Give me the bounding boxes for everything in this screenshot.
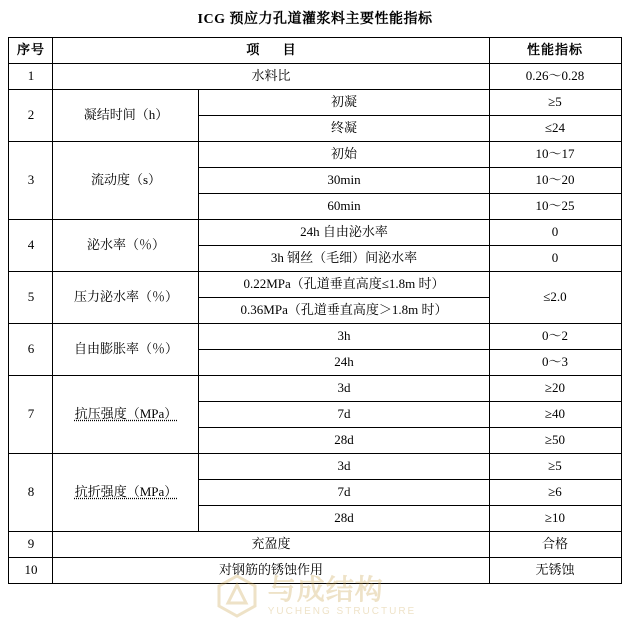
row-detail: 24h bbox=[199, 350, 489, 376]
row-item: 凝结时间（h） bbox=[53, 90, 199, 142]
row-detail: 7d bbox=[199, 480, 489, 506]
row-item bbox=[53, 454, 199, 532]
row-detail: 初凝 bbox=[199, 90, 489, 116]
row-item-label: 抗折强度（MPa） bbox=[74, 484, 178, 500]
row-no: 8 bbox=[9, 454, 53, 532]
row-value: ≥20 bbox=[489, 376, 621, 402]
row-value: ≥50 bbox=[489, 428, 621, 454]
table-row bbox=[9, 532, 621, 558]
table-row bbox=[9, 220, 621, 246]
row-detail: 30min bbox=[199, 168, 489, 194]
row-detail: 24h 自由泌水率 bbox=[199, 220, 489, 246]
row-item: 流动度（s） bbox=[53, 142, 199, 220]
table-header-row bbox=[9, 38, 621, 64]
row-value: 10～25 bbox=[489, 194, 621, 220]
row-value: 0 bbox=[489, 220, 621, 246]
table-row bbox=[9, 90, 621, 116]
row-value: 10～20 bbox=[489, 168, 621, 194]
row-item: 对钢筋的锈蚀作用 bbox=[53, 558, 489, 584]
row-detail: 0.22MPa（孔道垂直高度≤1.8m 时） bbox=[199, 272, 489, 298]
header-item: 项 目 bbox=[53, 38, 489, 64]
table-row bbox=[9, 558, 621, 584]
row-detail: 3d bbox=[199, 454, 489, 480]
table-row bbox=[9, 376, 621, 402]
row-detail: 3h bbox=[199, 324, 489, 350]
row-value: 0 bbox=[489, 246, 621, 272]
row-no: 4 bbox=[9, 220, 53, 272]
header-no: 序号 bbox=[9, 38, 53, 64]
header-value: 性能指标 bbox=[489, 38, 621, 64]
table-row bbox=[9, 454, 621, 480]
row-value: ≤24 bbox=[489, 116, 621, 142]
row-value: ≤2.0 bbox=[489, 272, 621, 324]
row-detail: 3d bbox=[199, 376, 489, 402]
row-detail: 7d bbox=[199, 402, 489, 428]
row-no: 5 bbox=[9, 272, 53, 324]
row-value: 0～3 bbox=[489, 350, 621, 376]
row-item: 水料比 bbox=[53, 64, 489, 90]
row-no: 1 bbox=[9, 64, 53, 90]
row-value: ≥40 bbox=[489, 402, 621, 428]
row-no: 9 bbox=[9, 532, 53, 558]
row-value: ≥10 bbox=[489, 506, 621, 532]
row-value: ≥5 bbox=[489, 90, 621, 116]
row-item: 泌水率（％） bbox=[53, 220, 199, 272]
page-title: ICG 预应力孔道灌浆料主要性能指标 bbox=[197, 12, 433, 27]
row-detail: 终凝 bbox=[199, 116, 489, 142]
row-detail: 60min bbox=[199, 194, 489, 220]
table-row bbox=[9, 272, 621, 298]
row-detail: 3h 钢丝（毛细）间泌水率 bbox=[199, 246, 489, 272]
row-no: 2 bbox=[9, 90, 53, 142]
row-item: 压力泌水率（％） bbox=[53, 272, 199, 324]
watermark-cn: 与成结构 bbox=[267, 573, 384, 605]
row-value: 0.26～0.28 bbox=[489, 64, 621, 90]
table-row bbox=[9, 64, 621, 90]
table-row bbox=[9, 142, 621, 168]
spec-table bbox=[8, 37, 621, 584]
row-no: 3 bbox=[9, 142, 53, 220]
row-item: 充盈度 bbox=[53, 532, 489, 558]
row-value: ≥5 bbox=[489, 454, 621, 480]
row-detail: 28d bbox=[199, 428, 489, 454]
table-row bbox=[9, 324, 621, 350]
row-detail: 28d bbox=[199, 506, 489, 532]
watermark-en: YUCHENG STRUCTURE bbox=[267, 605, 417, 617]
row-value: ≥6 bbox=[489, 480, 621, 506]
row-value: 0～2 bbox=[489, 324, 621, 350]
row-no: 6 bbox=[9, 324, 53, 376]
row-item: 自由膨胀率（％） bbox=[53, 324, 199, 376]
row-value: 10～17 bbox=[489, 142, 621, 168]
row-no: 7 bbox=[9, 376, 53, 454]
row-detail: 初始 bbox=[199, 142, 489, 168]
row-item bbox=[53, 376, 199, 454]
row-value: 合格 bbox=[489, 532, 621, 558]
row-no: 10 bbox=[9, 558, 53, 584]
row-value: 无锈蚀 bbox=[489, 558, 621, 584]
row-item-label: 抗压强度（MPa） bbox=[74, 406, 178, 422]
row-detail: 0.36MPa（孔道垂直高度＞1.8m 时） bbox=[199, 298, 489, 324]
